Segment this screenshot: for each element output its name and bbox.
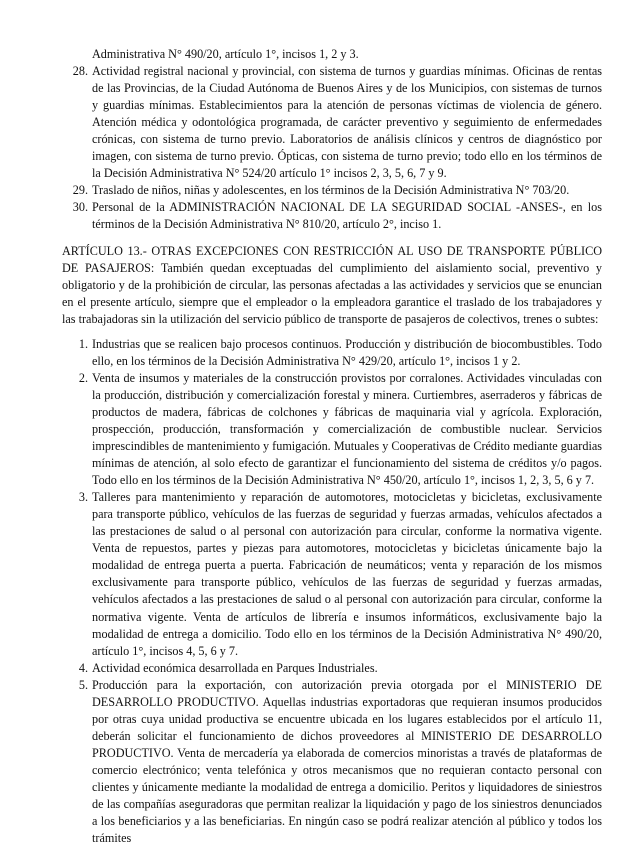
list-item-number: 29. — [72, 183, 88, 198]
list-item-text: Industrias que se realicen bajo procesos continuos. Producción y distribución de biocombustibles. Todo ello, en los términos de la Decisión Administrativa N° 429/20, artículo 1°, incisos 1 y 2. — [92, 336, 602, 368]
list-item-text: Talleres para mantenimiento y reparación de automotores, motocicletas y bicicletas, exclusivamente para transporte público, vehículos de las fuerzas de seguridad y fuerzas armadas, vehículos afectados a las prestaciones de salud o al personal con autorización para circular, conforme la normativa vigente. Venta de repuestos, partes y piezas para automotores, motocicletas y bicicletas únicamente bajo la modalidad de entrega puerta a puerta. Fabricación de neumáticos; venta y reparación de los mismos exclusivamente para transporte público, vehículos de las fuerzas de seguridad y fuerzas armadas, vehículos afectados a las prestaciones de salud o al personal con autorización para circular, conforme la normativa vigente. Venta de artículos de librería e insumos informáticos, exclusivamente bajo la modalidad de entrega a domicilio. Todo ello en los términos de la Decisión Administrativa N° 490/20, artículo 1°, incisos 4, 5, 6 y 7. — [92, 490, 602, 658]
list-item-number: 28. — [72, 64, 88, 79]
list-item-number: 5. — [78, 677, 88, 692]
list-item-continuation: Administrativa N° 490/20, artículo 1°, incisos 1, 2 y 3. — [92, 47, 359, 61]
list-item-text: Personal de la ADMINISTRACIÓN NACIONAL DE LA SEGURIDAD SOCIAL -ANSES-, en los términos de la Decisión Administrativa N° 810/20, artículo 2°, inciso 1. — [92, 200, 602, 232]
list-item-number: 1. — [78, 336, 88, 351]
list-item-number: 2. — [78, 370, 88, 385]
list-item-text: Venta de insumos y materiales de la construcción provistos por corralones. Actividades vinculadas con la producción, distribución y comercialización forestal y minera. Curtiembres, aserraderos y fábricas de productos de madera, fábricas de colchones y fábricas de maquinaria vial y agrícola. Exploración, prospección, producción, transformación y comercialización de combustible nuclear. Servicios imprescindibles de mantenimiento y fumigación. Mutuales y Cooperativas de Crédito mediante guardias mínimas de atención, al solo efecto de garantizar el funcionamiento del sistema de créditos y/o pagos. Todo ello en los términos de la Decisión Administrativa N° 450/20, artículo 1°, incisos 1, 2, 3, 5, 6 y 7. — [92, 370, 602, 488]
list-item-4 — [62, 660, 602, 677]
document-page — [62, 46, 602, 847]
list-item-text: Producción para la exportación, con autorización previa otorgada por el MINISTERIO DE DESARROLLO PRODUCTIVO. Aquellas industrias exportadoras que requieran insumos producidos por otras cuya unidad productiva se encuentre ubicada en los lugares establecidos por el artículo 11, deberán solicitar el funcionamiento de dichos proveedores al MINISTERIO DE DESARROLLO PRODUCTIVO. Venta de mercadería ya elaborada de comercios minoristas a través de plataformas de comercio electrónico; venta telefónica y otros mecanismos que no requieran contacto personal con clientes y únicamente mediante la modalidad de entrega a domicilio. Peritos y liquidadores de siniestros de las compañías aseguradoras que permitan realizar la liquidación y pago de los siniestros denunciados a los beneficiarios y a las beneficiarias. En ningún caso se podrá realizar atención al público y todos los trámites — [92, 677, 602, 846]
list-item-29 — [62, 182, 602, 199]
list-item-number: 30. — [72, 200, 88, 215]
list-item-text: Traslado de niños, niñas y adolescentes, en los términos de la Decisión Administrativa N° 703/20. — [92, 183, 570, 198]
list-item-3 — [62, 489, 602, 659]
list-item-2 — [62, 370, 602, 489]
list-item-text: Actividad registral nacional y provincial, con sistema de turnos y guardias mínimas. Oficinas de rentas de las Provincias, de la Ciudad Autónoma de Buenos Aires y de los Municipios, con sistemas de turnos y guardias mínimas. Establecimientos para la atención de personas víctimas de violencia de género. Atención médica y odontológica programada, de carácter preventivo y seguimiento de enfermedades crónicas, con sistema de turno previo. Laboratorios de análisis clínicos y centros de diagnóstico por imagen, con sistema de turno previo. Ópticas, con sistema de turno previo; todo ello en los términos de la Decisión Administrativa N° 524/20 artículo 1° incisos 2, 3, 5, 6, 7 y 9. — [92, 64, 602, 181]
list-item-5 — [62, 677, 602, 847]
list-item-28 — [62, 63, 602, 182]
list-item-text: Actividad económica desarrollada en Parques Industriales. — [92, 660, 378, 675]
list-item-number: 3. — [78, 490, 88, 505]
list-item-1 — [62, 336, 602, 370]
list-item-number: 4. — [78, 660, 88, 675]
exceptions-list — [62, 336, 602, 847]
list-item-30 — [62, 199, 602, 233]
article-13-paragraph: ARTÍCULO 13.- OTRAS EXCEPCIONES CON RESTRICCIÓN AL USO DE TRANSPORTE PÚBLICO DE PASAJEROS: También quedan exceptuadas del cumplimiento del aislamiento social, preventivo y obligatorio y de la prohibición de circular, las personas afectadas a las actividades y servicios que se enuncian en el presente artículo, siempre que el empleador o la empleadora garantice el traslado de los trabajadores y las trabajadoras sin la utilización del servicio público de transporte de pasajeros de colectivos, trenes o subtes: — [62, 243, 602, 326]
